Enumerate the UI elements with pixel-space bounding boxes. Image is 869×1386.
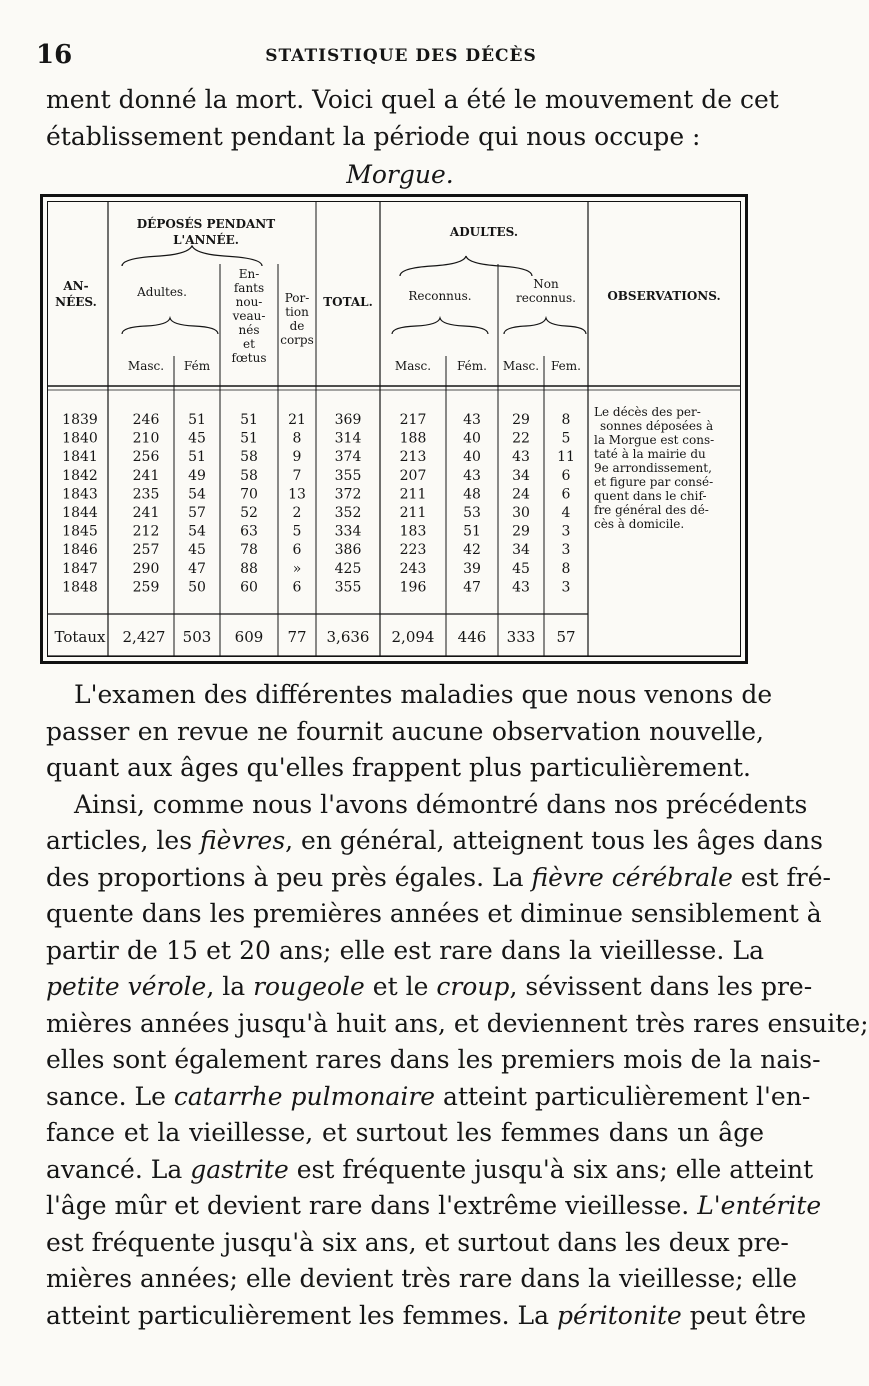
cell-reconnus-fem: 40 [463, 430, 481, 447]
body-line: L'examen des différentes maladies que nous venons de [74, 680, 773, 709]
cell-reconnus-masc: 211 [399, 505, 427, 521]
cell-reconnus-fem: 47 [463, 579, 481, 596]
cell-adult-fem: 45 [188, 430, 206, 447]
header-enfants: veau- [232, 309, 266, 323]
header-masc: Masc. [127, 359, 165, 373]
body-line: mières années; elle devient très rare dans la vieillesse; elle [46, 1264, 798, 1293]
cell-adult-masc: 241 [132, 505, 160, 521]
cell-portion: 21 [288, 412, 306, 428]
cell-portion: 2 [292, 505, 302, 521]
cell-totals-label: Totaux [54, 628, 106, 646]
cell-enfants: 58 [240, 449, 258, 466]
cell-adult-masc: 212 [132, 523, 160, 540]
body-line: l'âge mûr et devient rare dans l'extrême vieillesse. L'entérite [46, 1191, 822, 1220]
cell-reconnus-masc: 2,094 [391, 628, 435, 646]
cell-total: 314 [334, 430, 362, 447]
cell-non-reconnus-fem: 6 [561, 486, 571, 503]
header-observations: OBSERVATIONS. [607, 289, 721, 303]
cell-non-reconnus-masc: 333 [506, 628, 536, 646]
header-enfants: nou- [235, 295, 263, 309]
header-adultes: ADULTES. [449, 225, 519, 239]
header-portion: corps [280, 333, 314, 347]
running-title: STATISTIQUE DES DÉCÈS [265, 46, 537, 66]
running-head [36, 38, 766, 68]
cell-non-reconnus-masc: 43 [512, 579, 530, 596]
body-line: partir de 15 et 20 ans; elle est rare dans la vieillesse. La [46, 935, 764, 965]
cell-year: 1847 [62, 560, 98, 577]
cell-reconnus-fem: 51 [463, 523, 481, 540]
cell-enfants: 63 [240, 523, 258, 540]
cell-adult-fem: 51 [188, 412, 206, 428]
table-totals-row [55, 628, 576, 646]
header-enfants: fœtus [231, 351, 267, 365]
cell-non-reconnus-fem: 6 [561, 467, 571, 484]
cell-total: 386 [334, 542, 362, 559]
cell-total: 369 [334, 412, 362, 428]
cell-total: 334 [334, 523, 362, 540]
observation-line: quent dans le chif- [594, 489, 707, 503]
header-masc: Masc. [394, 359, 432, 373]
cell-year: 1848 [62, 579, 98, 596]
body-line: fance et la vieillesse, et surtout les femmes dans un âge [46, 1118, 764, 1147]
cell-reconnus-masc: 183 [399, 523, 427, 540]
cell-non-reconnus-masc: 43 [512, 449, 530, 466]
cell-non-reconnus-fem: 3 [561, 579, 571, 596]
header-non-reconnus: Non [533, 277, 559, 291]
intro-line: ment donné la mort. Voici quel a été le mouvement de cet [46, 85, 779, 114]
cell-non-reconnus-fem: 57 [556, 628, 576, 646]
cell-non-reconnus-fem: 5 [561, 430, 571, 447]
cell-enfants: 609 [234, 628, 264, 646]
body-paragraphs [46, 677, 869, 1334]
cell-non-reconnus-fem: 3 [561, 542, 571, 559]
cell-portion: 13 [288, 486, 306, 503]
cell-reconnus-fem: 39 [463, 560, 481, 577]
cell-portion: 6 [292, 542, 302, 559]
header-fem: Fem. [551, 359, 581, 373]
cell-reconnus-fem: 446 [457, 628, 487, 646]
cell-year: 1845 [62, 523, 98, 540]
cell-year: 1843 [62, 486, 98, 503]
cell-non-reconnus-masc: 45 [512, 560, 530, 577]
cell-enfants: 58 [240, 467, 258, 484]
cell-adult-fem: 49 [188, 467, 206, 484]
cell-non-reconnus-masc: 29 [512, 412, 530, 428]
header-deposes: L'ANNÉE. [173, 233, 239, 247]
cell-adult-masc: 235 [132, 486, 160, 503]
cell-year: 1841 [62, 449, 98, 466]
cell-adult-masc: 290 [132, 560, 160, 577]
body-line: avancé. La gastrite est fréquente jusqu'à six ans; elle atteint [46, 1154, 814, 1184]
cell-non-reconnus-fem: 3 [561, 523, 571, 540]
cell-portion: 6 [292, 579, 302, 596]
observation-line: taté à la mairie du [594, 447, 706, 461]
body-line: quant aux âges qu'elles frappent plus particulièrement. [46, 753, 751, 782]
intro-line: établissement pendant la période qui nous occupe : [46, 121, 701, 151]
body-line: mières années jusqu'à huit ans, et deviennent très rares ensuite; [46, 1008, 869, 1038]
cell-total: 352 [334, 505, 362, 521]
cell-reconnus-fem: 53 [463, 505, 481, 521]
header-enfants: et [243, 337, 255, 351]
cell-total: 3,636 [326, 628, 370, 646]
body-line: quente dans les premières années et diminue sensiblement à [46, 899, 822, 928]
cell-reconnus-masc: 207 [399, 467, 427, 484]
cell-adult-fem: 47 [188, 560, 206, 577]
header-enfants: fants [233, 281, 265, 295]
cell-total: 425 [334, 560, 362, 577]
cell-year: 1839 [62, 412, 98, 428]
cell-non-reconnus-fem: 8 [561, 560, 571, 577]
cell-enfants: 52 [240, 505, 258, 521]
cell-year: 1840 [62, 430, 98, 447]
cell-non-reconnus-masc: 22 [512, 430, 530, 447]
header-enfants: En- [238, 267, 260, 281]
cell-reconnus-fem: 42 [463, 542, 481, 559]
body-line: des proportions à peu près égales. La fièvre cérébrale est fré- [46, 862, 831, 892]
header-deposes: DÉPOSÉS PENDANT [136, 217, 276, 231]
cell-reconnus-masc: 211 [399, 486, 427, 503]
body-line: passer en revue ne fournit aucune observation nouvelle, [46, 716, 764, 746]
cell-reconnus-fem: 48 [463, 486, 481, 503]
cell-enfants: 70 [240, 486, 258, 503]
cell-reconnus-masc: 188 [399, 430, 427, 447]
cell-reconnus-masc: 243 [399, 560, 427, 577]
cell-adult-fem: 57 [188, 505, 206, 521]
cell-adult-fem: 54 [188, 486, 206, 503]
header-portion: Por- [284, 291, 310, 305]
intro-paragraph [46, 82, 779, 155]
cell-enfants: 78 [240, 542, 258, 559]
cell-total: 372 [334, 486, 362, 503]
observation-line: sonnes déposées à [600, 419, 714, 433]
header-non-reconnus: reconnus. [516, 291, 576, 305]
cell-non-reconnus-fem: 11 [557, 449, 575, 466]
cell-reconnus-fem: 43 [463, 412, 481, 428]
cell-adult-masc: 259 [132, 579, 160, 596]
cell-adult-masc: 257 [132, 542, 160, 559]
header-annees: AN- [63, 279, 89, 293]
cell-adult-fem: 50 [188, 579, 206, 596]
body-line: atteint particulièrement les femmes. La péritonite peut être [46, 1300, 807, 1330]
cell-year: 1844 [62, 505, 98, 521]
cell-adult-masc: 246 [132, 412, 160, 428]
cell-portion: 5 [292, 523, 302, 540]
header-portion: de [289, 319, 305, 333]
cell-total: 355 [334, 579, 362, 596]
header-enfants: nés [238, 323, 260, 337]
cell-reconnus-fem: 43 [463, 467, 481, 484]
body-line: petite vérole, la rougeole et le croup, sévissent dans les pre- [46, 972, 813, 1001]
cell-adult-fem: 54 [188, 523, 206, 540]
cell-portion: » [292, 560, 302, 577]
cell-adult-fem: 45 [188, 542, 206, 559]
cell-adult-masc: 241 [132, 467, 160, 484]
cell-portion: 8 [292, 430, 302, 447]
cell-enfants: 60 [240, 579, 258, 596]
body-line: articles, les fièvres, en général, atteignent tous les âges dans [46, 826, 823, 855]
cell-non-reconnus-masc: 30 [512, 505, 530, 521]
cell-reconnus-masc: 223 [399, 542, 427, 559]
observation-line: Le décès des per- [594, 405, 701, 419]
header-annees: NÉES. [55, 295, 97, 309]
header-adultes-group: Adultes. [137, 285, 187, 299]
cell-enfants: 88 [240, 560, 258, 577]
cell-year: 1842 [62, 467, 98, 484]
cell-enfants: 51 [240, 412, 258, 428]
cell-adult-fem: 503 [182, 628, 212, 646]
observation-line: fre général des dé- [594, 503, 709, 517]
cell-reconnus-masc: 213 [399, 449, 427, 466]
cell-portion: 7 [292, 467, 302, 484]
cell-total: 355 [334, 467, 362, 484]
header-total: TOTAL. [323, 295, 373, 309]
cell-adult-fem: 51 [188, 449, 206, 466]
observation-line: et figure par consé- [594, 475, 714, 489]
body-line: elles sont également rares dans les premiers mois de la nais- [46, 1045, 821, 1074]
cell-enfants: 51 [240, 430, 258, 447]
cell-adult-masc: 210 [132, 430, 160, 447]
header-fem: Fém [183, 359, 211, 373]
cell-non-reconnus-masc: 29 [512, 523, 530, 540]
cell-non-reconnus-masc: 34 [512, 542, 530, 559]
cell-reconnus-fem: 40 [463, 449, 481, 466]
body-line: est fréquente jusqu'à six ans, et surtout dans les deux pre- [46, 1227, 789, 1257]
cell-non-reconnus-masc: 34 [512, 467, 530, 484]
cell-adult-masc: 256 [132, 449, 160, 466]
observation-line: la Morgue est cons- [594, 433, 715, 447]
morgue-table [40, 194, 748, 664]
header-fem: Fém. [457, 359, 487, 373]
header-portion: tion [285, 305, 309, 319]
header-reconnus: Reconnus. [408, 289, 472, 303]
cell-portion: 77 [287, 628, 307, 646]
observation-line: 9e arrondissement, [594, 461, 712, 475]
body-line: sance. Le catarrhe pulmonaire atteint particulièrement l'en- [46, 1081, 811, 1111]
body-line: Ainsi, comme nous l'avons démontré dans nos précédents [74, 789, 808, 819]
table-body [55, 412, 576, 646]
cell-reconnus-masc: 217 [399, 412, 427, 428]
header-masc: Masc. [502, 359, 540, 373]
cell-adult-masc: 2,427 [122, 628, 166, 646]
observations-note [594, 405, 714, 531]
cell-non-reconnus-fem: 4 [561, 505, 571, 521]
cell-reconnus-masc: 196 [399, 579, 427, 596]
page-number: 16 [36, 40, 73, 70]
cell-non-reconnus-fem: 8 [561, 412, 571, 428]
cell-non-reconnus-masc: 24 [512, 486, 530, 503]
cell-total: 374 [334, 449, 362, 466]
table-caption: Morgue. [346, 160, 454, 189]
cell-portion: 9 [292, 449, 302, 466]
cell-year: 1846 [62, 542, 98, 559]
observation-line: cès à domicile. [594, 517, 685, 531]
